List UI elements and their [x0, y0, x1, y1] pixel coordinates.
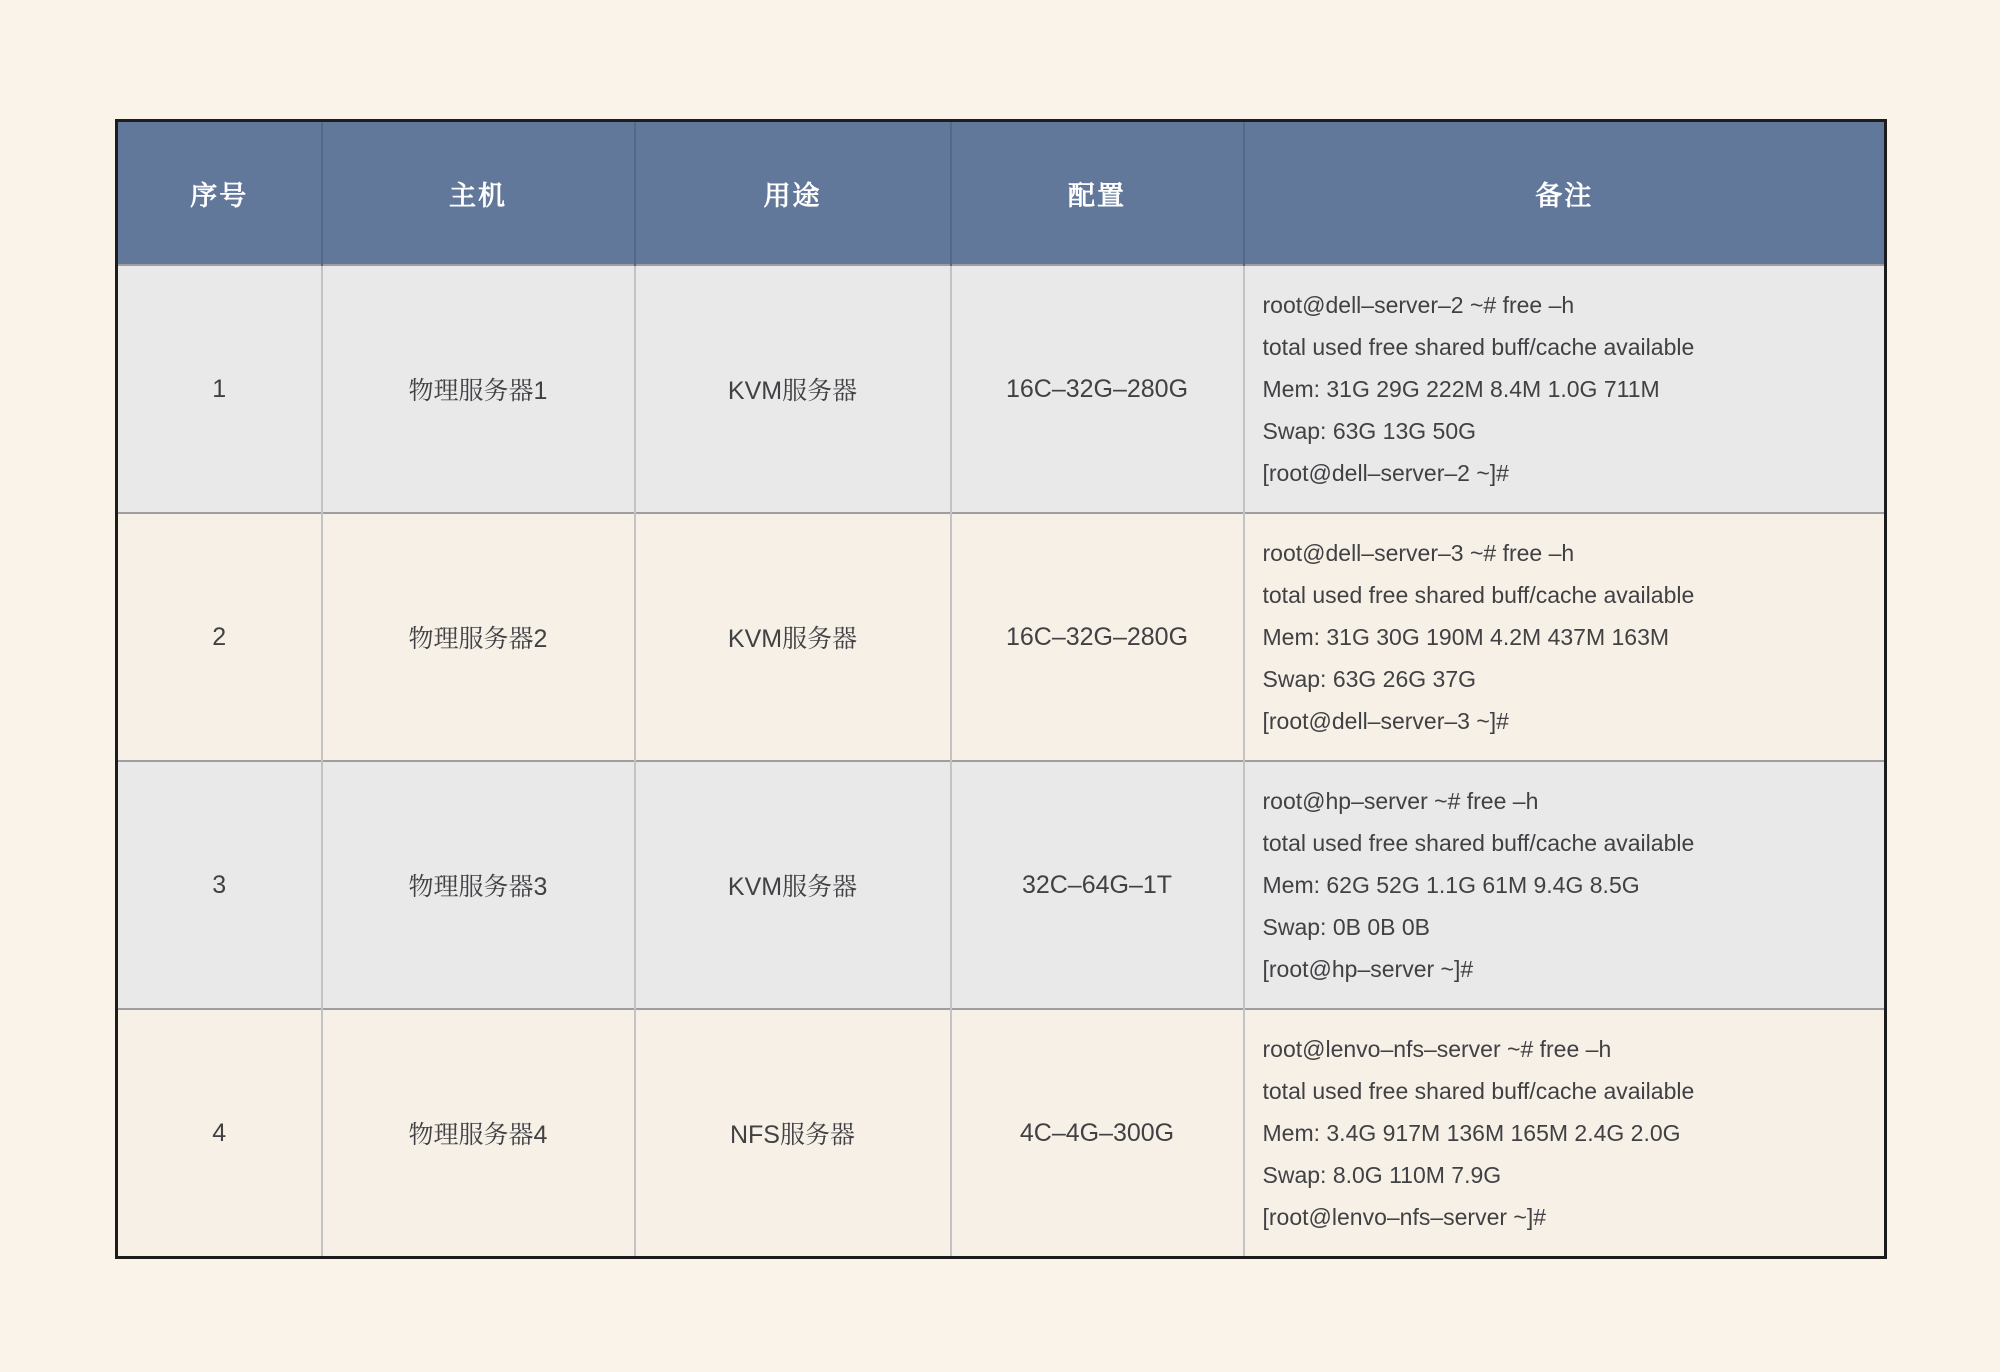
table-row	[117, 761, 1886, 1009]
remark-line: Swap: 0B 0B 0B	[1262, 914, 1430, 940]
remark-line: [root@lenvo–nfs–server ~]#	[1262, 1204, 1547, 1230]
remark-line: root@lenvo–nfs–server ~# free –h	[1262, 1036, 1612, 1062]
table-row	[117, 265, 1886, 513]
host-cell: 物理服务器1	[322, 265, 635, 513]
column-header-config: 配置	[951, 121, 1244, 266]
remark-line: Swap: 63G 13G 50G	[1262, 418, 1477, 444]
remark-line: Mem: 3.4G 917M 136M 165M 2.4G 2.0G	[1262, 1120, 1681, 1146]
purpose-cell: KVM服务器	[635, 761, 951, 1009]
purpose-cell: KVM服务器	[635, 265, 951, 513]
column-header-serial: 序号	[117, 121, 322, 266]
column-header-remark: 备注	[1244, 121, 1886, 266]
purpose-cell: NFS服务器	[635, 1009, 951, 1258]
remark-line: total used free shared buff/cache available	[1262, 830, 1695, 856]
remark-line: Swap: 8.0G 110M 7.9G	[1262, 1162, 1502, 1188]
serial-cell: 3	[117, 761, 322, 1009]
remark-line: [root@dell–server–3 ~]#	[1262, 708, 1509, 734]
remark-line: root@dell–server–2 ~# free –h	[1262, 292, 1575, 318]
server-table	[115, 119, 1887, 1259]
config-cell: 16C–32G–280G	[951, 513, 1244, 761]
remark-line: total used free shared buff/cache available	[1262, 582, 1695, 608]
serial-cell: 4	[117, 1009, 322, 1258]
remark-cell	[1244, 1009, 1886, 1258]
remark-line: Mem: 62G 52G 1.1G 61M 9.4G 8.5G	[1262, 872, 1640, 898]
host-cell: 物理服务器3	[322, 761, 635, 1009]
remark-cell	[1244, 513, 1886, 761]
remark-line: [root@hp–server ~]#	[1262, 956, 1474, 982]
remark-line: Swap: 63G 26G 37G	[1262, 666, 1477, 692]
remark-line: [root@dell–server–2 ~]#	[1262, 460, 1509, 486]
host-cell: 物理服务器4	[322, 1009, 635, 1258]
header-row	[117, 121, 1886, 266]
purpose-cell: KVM服务器	[635, 513, 951, 761]
remark-line: Mem: 31G 29G 222M 8.4M 1.0G 711M	[1262, 376, 1660, 402]
config-cell: 32C–64G–1T	[951, 761, 1244, 1009]
column-header-host: 主机	[322, 121, 635, 266]
remark-line: total used free shared buff/cache available	[1262, 1078, 1695, 1104]
remark-line: Mem: 31G 30G 190M 4.2M 437M 163M	[1262, 624, 1670, 650]
table-row	[117, 1009, 1886, 1258]
remark-line: root@dell–server–3 ~# free –h	[1262, 540, 1575, 566]
column-header-purpose: 用途	[635, 121, 951, 266]
remark-line: root@hp–server ~# free –h	[1262, 788, 1539, 814]
remark-cell	[1244, 265, 1886, 513]
remark-line: total used free shared buff/cache available	[1262, 334, 1695, 360]
config-cell: 16C–32G–280G	[951, 265, 1244, 513]
config-cell: 4C–4G–300G	[951, 1009, 1244, 1258]
remark-cell	[1244, 761, 1886, 1009]
table-row	[117, 513, 1886, 761]
host-cell: 物理服务器2	[322, 513, 635, 761]
serial-cell: 1	[117, 265, 322, 513]
serial-cell: 2	[117, 513, 322, 761]
